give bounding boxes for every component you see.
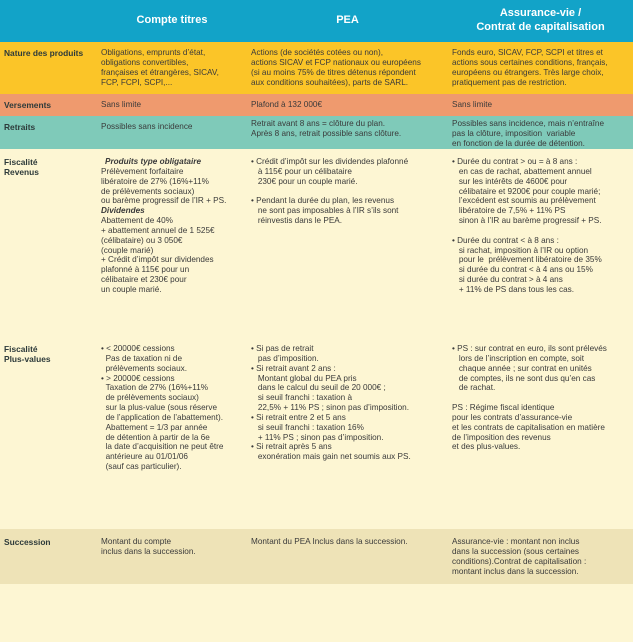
revenus-dividendes-body: Abattement de 40% + abattement annuel de 1 525€ (célibataire) ou 3 050€ (couple marié) + Crédit d’impôt sur dividendes plafonné à 115€ pour un célibataire et 230€ pour un couple marié.: [101, 216, 215, 294]
plus-values-assurance-vie: • PS : sur contrat en euro, ils sont prélevés lors de l’inscription en compte, soit chaque année ; sur contrat en unités de comptes, ils ne sont dus qu’en cas de rachat. PS : Régime fiscal identique pour les contrats d’assurance-vie et les contrats de capitalisation en matière de l’imposition des revenus et des plus-values.: [448, 336, 633, 529]
versements-pea-text: Plafond à 132 000€: [251, 100, 323, 110]
nature-assurance-vie: Fonds euro, SICAV, FCP, SCPI et titres et actions sous certaines conditions, français, européens ou étrangers. Très large choix, pratiquement pas de restriction.: [448, 42, 633, 94]
succession-compte-titres: Montant du compte inclus dans la succession.: [97, 529, 247, 584]
versements-assurance-vie: [448, 94, 633, 116]
revenus-obligataire-title: Produits type obligataire: [105, 157, 201, 166]
row-label-versements-text: Versements: [4, 99, 52, 110]
retraits-assurance-vie: Possibles sans incidence, mais n’entraîne pas la clôture, imposition variable en fonction de la durée de détention.: [448, 116, 633, 149]
revenus-dividendes-title: Dividendes: [101, 206, 145, 216]
row-label-versements: [0, 94, 97, 116]
plus-values-pea: • Si pas de retrait pas d’imposition. • Si retrait avant 2 ans : Montant global du PEA pris dans le calcul du seuil de 20 000€ ; si seuil franchi : taxation à 22,5% + 11% PS ; sinon pas d’imposition. • Si retrait entre 2 et 5 ans si seuil franchi : taxation 16% + 11% PS ; sinon pas d’imposition. • Si retrait après 5 ans exonération mais gain net soumis aux PS.: [247, 336, 448, 529]
row-label-retraits: Retraits: [0, 116, 97, 149]
header-compte-titres: Compte titres: [97, 0, 247, 42]
plus-values-compte-titres: • < 20000€ cessions Pas de taxation ni de prélèvements sociaux. • > 20000€ cessions Taxation de 27% (16%+11% de prélèvements sociaux) sur la plus-value (sous réserve de l’application de l’abattement). Abattement = 1/3 par année de détention à partir de la 6e la date d’acquisition ne peut être antérieure au 01/01/06 (sauf cas particulier).: [97, 336, 247, 529]
revenus-pea: • Crédit d’impôt sur les dividendes plafonné à 115€ pour un célibataire 230€ pour un couple marié. • Pendant la durée du plan, les revenus ne sont pas imposables à l’IR s’ils sont réinvestis dans le PEA.: [247, 149, 448, 336]
row-label-nature: Nature des produits: [0, 42, 97, 94]
versements-assurance-vie-text: Sans limite: [452, 100, 493, 110]
nature-pea: Actions (de sociétés cotées ou non), actions SICAV et FCP nationaux ou européens (si au moins 75% de titres détenus répondent aux conditions souhaitées), parts de SARL.: [247, 42, 448, 94]
revenus-obligataire-body: Prélèvement forfaitaire libératoire de 27% (16%+11% de prélèvements sociaux) ou barème progressif de l’IR + PS.: [101, 166, 227, 206]
retraits-pea: Retrait avant 8 ans = clôture du plan. Après 8 ans, retrait possible sans clôture.: [247, 116, 448, 149]
succession-pea: Montant du PEA Inclus dans la succession.: [247, 529, 448, 584]
revenus-assurance-vie: • Durée du contrat > ou = à 8 ans : en cas de rachat, abattement annuel sur les intérêts de 4600€ pour célibataire et 9200€ pour couple marié; l’excédent est soumis au prélèvement libératoire de 7,5% + 11% PS sinon à l’IR au barème progressif + PS. • Durée du contrat < à 8 ans : si rachat, imposition à l’IR ou option pour le prélèvement libératoire de 35% si durée du contrat < à 4 ans ou 15% si durée du contrat > à 4 ans + 11% de PS dans tous les cas.: [448, 149, 633, 336]
versements-compte-titres: [97, 94, 247, 116]
revenus-compte-titres: [97, 149, 247, 336]
succession-assurance-vie: Assurance-vie : montant non inclus dans la succession (sous certaines conditions).Contrat de capitalisation : montant inclus dans la succession.: [448, 529, 633, 584]
header-corner: [0, 0, 97, 42]
row-label-succession: Succession: [0, 529, 97, 584]
versements-compte-titres-text: Sans limite: [101, 100, 142, 110]
versements-pea: [247, 94, 448, 116]
row-label-revenus: Fiscalité Revenus: [0, 149, 97, 336]
nature-compte-titres: Obligations, emprunts d’état, obligations convertibles, françaises et étrangères, SICAV, FCP, FCPI, SCPI,...: [97, 42, 247, 94]
retraits-compte-titres: Possibles sans incidence: [97, 116, 247, 149]
row-label-plus-values: Fiscalité Plus-values: [0, 336, 97, 529]
header-assurance-vie: Assurance-vie / Contrat de capitalisation: [448, 0, 633, 42]
header-pea: PEA: [247, 0, 448, 42]
